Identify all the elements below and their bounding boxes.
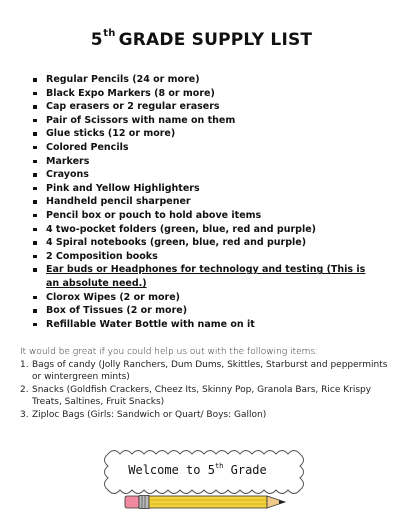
title-ordinal: th — [103, 28, 116, 39]
supply-item — [30, 168, 375, 182]
supply-item-text: Regular Pencils (24 or more) — [46, 74, 200, 85]
bullet-icon — [33, 228, 37, 232]
supply-item — [30, 141, 375, 155]
bullet-icon — [33, 187, 37, 191]
bullet-icon — [33, 146, 37, 150]
supply-item-text: Cap erasers or 2 regular erasers — [46, 101, 220, 113]
supply-item — [30, 209, 375, 223]
bullet-icon — [33, 255, 37, 259]
banner-text-rest: Grade — [223, 463, 267, 477]
cloud-frame — [105, 451, 304, 494]
supply-list — [30, 73, 375, 331]
supply-item — [30, 127, 375, 141]
supply-item — [30, 182, 375, 196]
supply-item-text: Ear buds or Headphones for technology and testing (This is an absolute need.) — [46, 264, 366, 289]
welcome-banner — [90, 446, 320, 516]
supply-item-text: Pair of Scissors with name on them — [46, 114, 236, 126]
bullet-icon — [33, 173, 37, 177]
supply-item-text: Glue sticks (12 or more) — [46, 128, 176, 140]
supply-item-text: 4 two-pocket folders (green, blue, red and purple) — [46, 223, 317, 235]
bullet-icon — [33, 296, 37, 300]
supply-item — [30, 73, 375, 87]
help-items-list — [20, 359, 390, 421]
supply-item-text: Black Expo Markers (8 or more) — [46, 87, 215, 99]
help-item-number: 1. — [20, 360, 29, 370]
supply-item — [30, 114, 375, 128]
banner-text-ordinal: th — [214, 462, 224, 470]
supply-item — [30, 155, 375, 169]
help-item — [20, 409, 390, 421]
supply-item-text: Colored Pencils — [46, 141, 129, 153]
supply-item-text: Pink and Yellow Highlighters — [46, 182, 200, 194]
supply-item-text: Refillable Water Bottle with name on it — [46, 318, 255, 330]
bullet-icon — [33, 268, 37, 272]
bullet-icon — [33, 105, 37, 109]
supply-item-text: 4 Spiral notebooks (green, blue, red and purple) — [46, 237, 307, 249]
supply-item — [30, 223, 375, 237]
bullet-icon — [33, 241, 37, 245]
supply-item-text: Box of Tissues (2 or more) — [46, 305, 188, 317]
bullet-icon — [33, 78, 37, 82]
supply-item — [30, 291, 375, 305]
supply-item — [30, 100, 375, 114]
supply-item — [30, 318, 375, 332]
supply-item-text: Handheld pencil sharpener — [46, 196, 191, 208]
supply-item-text: Pencil box or pouch to hold above items — [46, 209, 262, 221]
help-item-text: Ziploc Bags (Girls: Sandwich or Quart/ Boys: Gallon) — [32, 409, 267, 420]
bullet-icon — [33, 132, 37, 136]
bullet-icon — [33, 119, 37, 123]
pencil-icon — [125, 496, 285, 509]
supply-item — [30, 87, 375, 101]
help-intro: It would be great if you could help us out with the following items: — [20, 347, 319, 357]
supply-item — [30, 250, 375, 264]
supply-item — [30, 236, 375, 250]
help-item-text: Snacks (Goldfish Crackers, Cheez Its, Skinny Pop, Granola Bars, Rice Krispy Treats, Saltines, Fruit Snacks) — [32, 384, 372, 408]
banner-text-prefix: Welcome to 5 — [128, 463, 215, 477]
supply-item-text: Markers — [46, 155, 90, 167]
bullet-icon — [33, 200, 37, 204]
supply-item — [30, 195, 375, 209]
help-item — [20, 384, 390, 409]
title-number: 5 — [90, 30, 103, 50]
bullet-icon — [33, 323, 37, 327]
supply-item-text: Crayons — [46, 169, 89, 181]
page-title — [0, 30, 403, 50]
supply-item — [30, 304, 375, 318]
bullet-icon — [33, 160, 37, 164]
supply-item-text: 2 Composition books — [46, 250, 158, 262]
title-text: GRADE SUPPLY LIST — [118, 30, 313, 50]
supply-item-text: Clorox Wipes (2 or more) — [46, 291, 181, 303]
bullet-icon — [33, 214, 37, 218]
bullet-icon — [33, 92, 37, 96]
help-item-number: 3. — [20, 409, 29, 420]
help-item — [20, 359, 390, 384]
bullet-icon — [33, 309, 37, 313]
help-item-text: Bags of candy (Jolly Ranchers, Dum Dums, Skittles, Starburst and peppermints or wintergreen mints) — [32, 360, 388, 383]
help-item-number: 2. — [20, 384, 29, 395]
supply-item — [30, 263, 375, 290]
